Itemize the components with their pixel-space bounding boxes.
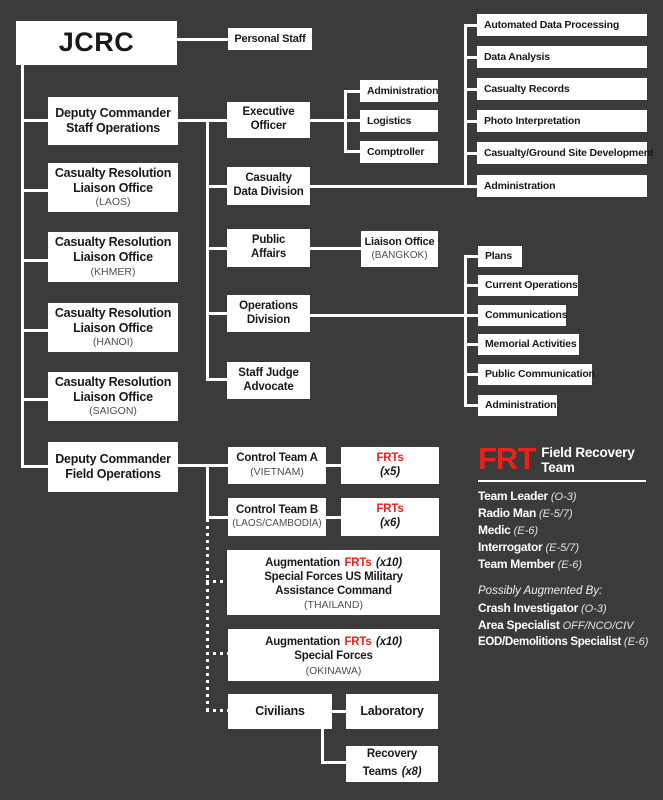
node-label: Assistance Command xyxy=(275,584,392,597)
node-location: (LAOS/CAMBODIA) xyxy=(232,518,322,530)
connector-stub-comptroller xyxy=(344,150,360,153)
connector-stub-photo xyxy=(464,120,477,123)
connector-stub-aug-thailand xyxy=(206,580,227,583)
org-node-augmentation-okinawa xyxy=(228,629,439,681)
frts-label: FRTs xyxy=(376,451,404,464)
connector-cdd-data-units xyxy=(310,185,477,188)
node-location: (LAOS) xyxy=(95,196,131,209)
frts-count: (x5) xyxy=(380,465,400,478)
role-name: Team Member xyxy=(478,556,555,571)
legend-augment-header: Possibly Augmented By: xyxy=(478,584,603,597)
node-label: Plans xyxy=(485,250,513,263)
frt-title xyxy=(541,446,634,476)
role-grade: OFF/NCO/CIV xyxy=(562,619,634,632)
org-node-memorial-activities xyxy=(478,334,579,355)
connector-stub-hanoi xyxy=(21,329,48,332)
org-node-liaison-office-bangkok xyxy=(361,231,438,267)
node-label: Automated Data Processing xyxy=(484,18,620,31)
node-label: Executive xyxy=(242,106,295,119)
org-node-photo-interpretation xyxy=(477,110,647,132)
connector-stub-data-analysis xyxy=(464,56,477,59)
frts-label: FRTs xyxy=(344,557,372,570)
node-location: (VIETNAM) xyxy=(250,466,304,479)
node-label: Deputy Commander xyxy=(55,452,171,467)
connector-stub-aug-okinawa xyxy=(206,652,228,655)
role-name: Radio Man xyxy=(478,505,536,520)
connector-stub-casualty-records xyxy=(464,88,477,91)
node-label: Communications xyxy=(485,309,568,322)
aug-prefix: Augmentation xyxy=(265,557,341,570)
node-label: Staff Operations xyxy=(65,121,161,135)
role-grade: (O-3) xyxy=(581,602,607,615)
legend-role xyxy=(478,539,658,556)
node-label: Data Analysis xyxy=(484,50,550,63)
node-location: (OKINAWA) xyxy=(305,664,362,677)
connector-data-trunk xyxy=(464,24,467,188)
org-node-staff-judge-advocate xyxy=(227,362,310,399)
org-node-crlo-saigon xyxy=(48,372,178,421)
connector-civilians-recovery-h xyxy=(321,761,346,764)
connector-ops-units-h xyxy=(310,314,478,317)
org-node-plans xyxy=(478,246,522,267)
org-node-civilians xyxy=(228,694,332,729)
connector-stub-admin3 xyxy=(464,404,478,407)
frts-label: FRTs xyxy=(344,636,372,649)
org-node-deputy-commander-field-operations xyxy=(48,442,178,492)
connector-stub-laos xyxy=(21,189,48,192)
legend-role xyxy=(478,522,658,539)
node-label: Casualty Resolution xyxy=(54,374,172,389)
node-label: Staff Judge xyxy=(238,366,299,379)
connector-ops-trunk xyxy=(464,255,467,407)
frt-title-line2: Team xyxy=(541,459,575,475)
jcrc-label: JCRC xyxy=(58,27,135,58)
org-node-control-team-a xyxy=(228,447,326,484)
org-node-jcrc xyxy=(16,21,177,65)
node-label: Recovery xyxy=(366,748,418,761)
node-label: Casualty Resolution xyxy=(54,165,172,180)
legend-role xyxy=(478,556,658,573)
connector-cta-frts xyxy=(326,464,341,467)
node-label: Logistics xyxy=(367,114,412,127)
org-node-executive-officer xyxy=(227,102,310,138)
node-label: Laboratory xyxy=(360,704,424,719)
role-grade: (E-5/7) xyxy=(539,507,573,520)
node-label: Administration xyxy=(367,84,439,97)
legend-augmented-role xyxy=(478,617,658,634)
node-label xyxy=(265,553,402,571)
connector-mid-trunk xyxy=(206,119,209,381)
frts-count: (x10) xyxy=(376,557,402,570)
connector-stub-ops-division xyxy=(206,312,227,315)
node-label: Data Division xyxy=(233,186,304,198)
connector-stub-public-comm xyxy=(464,373,478,376)
recovery-teams-word: Teams xyxy=(362,765,398,778)
node-label: Deputy Commander xyxy=(55,106,171,121)
node-label xyxy=(265,632,402,650)
connector-stub-khmer xyxy=(21,259,48,262)
org-node-automated-data-processing xyxy=(477,14,647,36)
role-grade: (E-6) xyxy=(557,558,583,571)
connector-stub-cdd xyxy=(206,185,227,188)
connector-dcso-exec xyxy=(178,119,227,122)
frt-title-line1: Field Recovery xyxy=(541,445,635,460)
connector-ctb-frts xyxy=(326,516,341,519)
org-node-crlo-khmer xyxy=(48,232,178,282)
org-node-control-team-b xyxy=(228,498,326,536)
node-label: Liaison Office xyxy=(364,236,435,249)
connector-stub-dcso xyxy=(21,119,48,122)
legend-divider xyxy=(478,480,646,482)
connector-stub-saigon xyxy=(21,398,48,401)
connector-pa-bangkok xyxy=(310,247,361,250)
connector-stub-cgsd xyxy=(464,152,477,155)
org-node-operations-division xyxy=(227,295,310,332)
node-label: Control Team A xyxy=(236,451,318,464)
node-location: (SAIGON) xyxy=(89,405,137,418)
org-node-current-operations xyxy=(478,275,578,296)
connector-stub-dcfo xyxy=(21,465,48,468)
node-label: Officer xyxy=(250,120,287,132)
connector-stub-public-affairs xyxy=(206,247,227,250)
legend-role xyxy=(478,488,658,505)
role-name: Interrogator xyxy=(478,539,543,554)
org-node-public-communication xyxy=(478,364,595,385)
frt-legend xyxy=(478,441,658,650)
org-node-laboratory xyxy=(346,694,438,729)
org-node-exec-logistics xyxy=(360,110,438,132)
node-label xyxy=(363,762,422,780)
connector-stub-current-ops xyxy=(464,284,478,287)
node-label: Special Forces xyxy=(294,650,373,663)
frts-label: FRTs xyxy=(376,503,404,516)
connector-left-trunk xyxy=(21,64,24,468)
role-name: Team Leader xyxy=(478,488,548,503)
connector-stub-civilians xyxy=(206,709,228,712)
org-node-crlo-hanoi xyxy=(48,303,178,352)
connector-stub-administration xyxy=(344,90,360,93)
org-node-augmentation-thailand xyxy=(227,550,440,615)
role-grade: (E-5/7) xyxy=(545,541,580,554)
node-label: Administration xyxy=(484,179,556,192)
org-node-frts-x5 xyxy=(341,447,439,484)
connector-stub-adp xyxy=(464,24,477,27)
connector-stub-sja xyxy=(206,378,227,381)
legend-role xyxy=(478,505,658,522)
node-label: Liaison Office xyxy=(73,389,153,404)
frts-count: (x10) xyxy=(376,636,402,649)
legend-augmented-role xyxy=(478,600,658,617)
recovery-teams-count: (x8) xyxy=(401,765,422,778)
org-node-deputy-commander-staff-operations xyxy=(48,97,178,145)
node-label: Casualty/Ground Site Development xyxy=(484,146,654,159)
node-label: Public Communication xyxy=(485,368,595,381)
role-name: EOD/Demolitions Specialist xyxy=(478,635,622,648)
node-label: Operations xyxy=(239,299,298,312)
org-node-data-administration xyxy=(477,175,647,197)
node-label: Casualty Records xyxy=(484,82,570,95)
node-location: (BANGKOK) xyxy=(371,249,428,261)
org-node-personal-staff xyxy=(228,28,312,50)
org-node-frts-x6 xyxy=(341,498,439,536)
node-label: Public xyxy=(251,234,286,247)
org-node-casualty-ground-site-development xyxy=(477,142,654,164)
node-label: Liaison Office xyxy=(73,180,153,195)
node-label: Civilians xyxy=(255,704,305,719)
org-node-exec-administration xyxy=(360,80,438,102)
org-node-casualty-records xyxy=(477,78,647,100)
node-label: Control Team B xyxy=(236,503,318,516)
node-label: Photo Interpretation xyxy=(484,114,581,127)
role-name: Crash Investigator xyxy=(478,600,578,615)
node-label: Administration xyxy=(485,399,557,412)
org-node-data-analysis xyxy=(477,46,647,68)
connector-civilians-laboratory xyxy=(332,710,346,713)
connector-exec-subtrunk-h xyxy=(310,119,360,122)
role-grade: (E-6) xyxy=(513,524,539,537)
node-label: Current Operations xyxy=(485,279,578,292)
legend-augmented-role xyxy=(478,634,658,650)
node-label: Casualty Resolution xyxy=(54,235,172,250)
node-label: Special Forces US Military xyxy=(264,571,403,584)
role-name: Area Specialist xyxy=(478,617,560,632)
node-label: Division xyxy=(246,313,291,326)
connector-field-trunk-solid xyxy=(206,464,209,519)
node-label: Casualty Resolution xyxy=(54,305,172,320)
role-name: Medic xyxy=(478,522,511,537)
frt-legend-header xyxy=(478,441,658,476)
node-location: (THAILAND) xyxy=(304,599,363,612)
connector-jcrc-personal-staff xyxy=(177,38,228,41)
aug-prefix: Augmentation xyxy=(265,636,341,649)
connector-stub-ctb xyxy=(206,516,228,519)
node-label: Comptroller xyxy=(367,145,425,158)
role-grade: (E-6) xyxy=(623,635,649,648)
node-label: Field Operations xyxy=(65,467,161,481)
node-label: Advocate xyxy=(243,380,294,393)
connector-civilians-recovery-v xyxy=(321,729,324,764)
node-label: Memorial Activities xyxy=(485,338,577,351)
node-label: Casualty xyxy=(245,172,292,185)
org-node-exec-comptroller xyxy=(360,141,438,163)
frt-acronym: FRT xyxy=(478,441,536,476)
connector-field-trunk-dotted xyxy=(206,519,209,713)
org-node-ops-administration xyxy=(478,395,557,416)
org-node-communications xyxy=(478,305,566,326)
node-label: Liaison Office xyxy=(73,250,153,265)
node-location: (HANOI) xyxy=(92,336,134,349)
node-label: Affairs xyxy=(250,248,287,260)
org-node-public-affairs xyxy=(227,229,310,267)
connector-dcfo-cta xyxy=(178,464,228,467)
connector-exec-subtrunk-v xyxy=(344,90,347,153)
frts-count: (x6) xyxy=(380,517,400,529)
org-node-crlo-laos xyxy=(48,163,178,212)
personal-staff-label: Personal Staff xyxy=(234,32,306,45)
node-location: (KHMER) xyxy=(90,265,136,278)
connector-stub-memorial xyxy=(464,343,478,346)
connector-stub-plans xyxy=(464,255,478,258)
node-label: Liaison Office xyxy=(73,320,153,335)
role-grade: (O-3) xyxy=(550,490,577,503)
org-node-recovery-teams xyxy=(346,746,438,782)
org-node-casualty-data-division xyxy=(227,167,310,205)
